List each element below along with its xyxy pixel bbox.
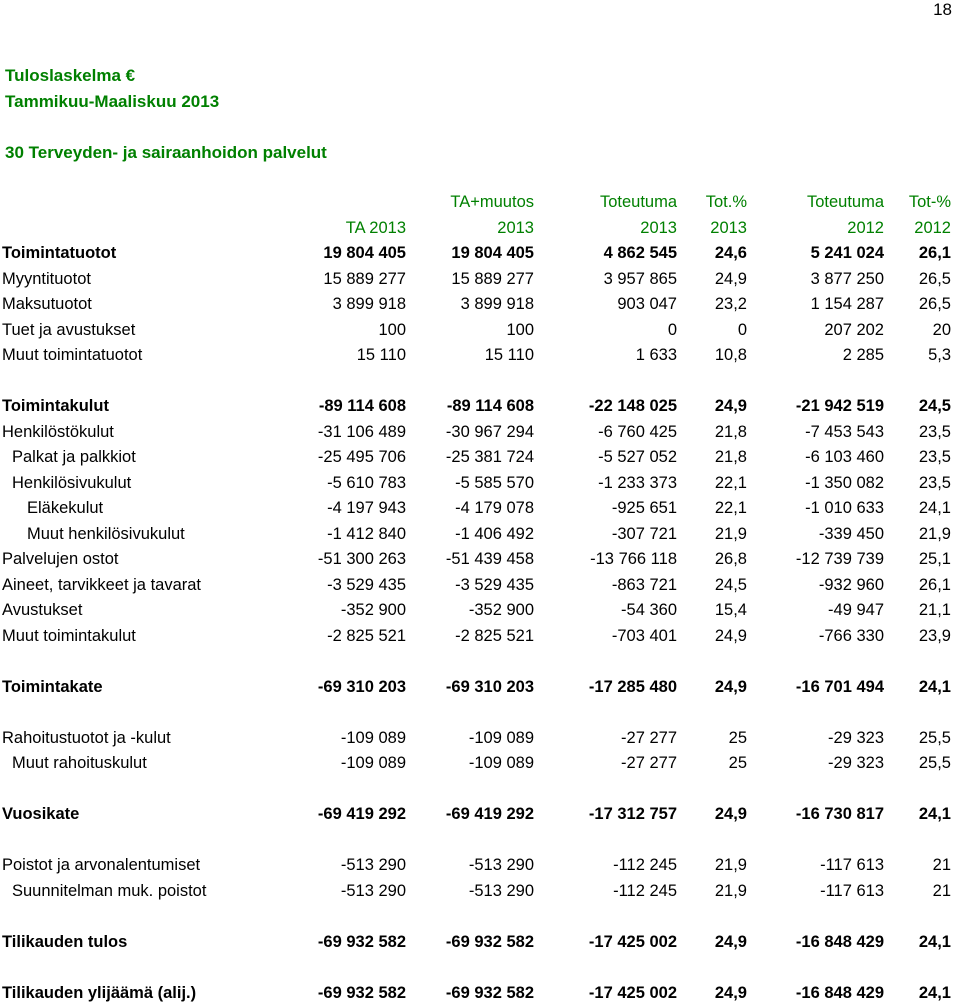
- report-unit: 30 Terveyden- ja sairaanhoidon palvelut: [5, 143, 327, 163]
- value-cell: 24,5: [677, 573, 747, 599]
- table-row: [2, 802, 951, 828]
- value-cell: 23,2: [677, 292, 747, 318]
- report-period: Tammikuu-Maaliskuu 2013: [5, 92, 219, 112]
- spacer-row: [2, 828, 951, 854]
- value-cell: -89 114 608: [284, 394, 406, 420]
- value-cell: 5 241 024: [747, 241, 884, 267]
- value-cell: 23,5: [884, 471, 951, 497]
- table-row: [2, 675, 951, 701]
- value-cell: -352 900: [284, 598, 406, 624]
- value-cell: -13 766 118: [534, 547, 677, 573]
- value-cell: 24,1: [884, 496, 951, 522]
- value-cell: 25,1: [884, 547, 951, 573]
- value-cell: -1 406 492: [406, 522, 534, 548]
- value-cell: 23,9: [884, 624, 951, 650]
- value-cell: -925 651: [534, 496, 677, 522]
- header-cell: [2, 216, 284, 242]
- header-row-2: [2, 216, 951, 242]
- table-row: [2, 879, 951, 905]
- table-row: [2, 751, 951, 777]
- value-cell: -16 701 494: [747, 675, 884, 701]
- row-label: Palkat ja palkkiot: [2, 445, 284, 471]
- value-cell: 24,9: [677, 624, 747, 650]
- value-cell: -513 290: [406, 853, 534, 879]
- row-label: Maksutuotot: [2, 292, 284, 318]
- table-row: [2, 726, 951, 752]
- spacer-cell: [2, 828, 951, 854]
- value-cell: 21,9: [677, 853, 747, 879]
- spacer-cell: [2, 955, 951, 981]
- row-label: Aineet, tarvikkeet ja tavarat: [2, 573, 284, 599]
- row-label: Tilikauden ylijäämä (alij.): [2, 981, 284, 1006]
- value-cell: -69 932 582: [406, 981, 534, 1006]
- value-cell: 24,6: [677, 241, 747, 267]
- value-cell: -25 495 706: [284, 445, 406, 471]
- value-cell: -112 245: [534, 853, 677, 879]
- table-row: [2, 318, 951, 344]
- row-label: Toimintakate: [2, 675, 284, 701]
- value-cell: 21: [884, 879, 951, 905]
- value-cell: 25,5: [884, 726, 951, 752]
- value-cell: -513 290: [284, 879, 406, 905]
- spacer-row: [2, 904, 951, 930]
- spacer-cell: [2, 649, 951, 675]
- value-cell: 22,1: [677, 496, 747, 522]
- value-cell: 25: [677, 726, 747, 752]
- value-cell: -17 285 480: [534, 675, 677, 701]
- value-cell: 903 047: [534, 292, 677, 318]
- row-label: Rahoitustuotot ja -kulut: [2, 726, 284, 752]
- value-cell: 25,5: [884, 751, 951, 777]
- table-row: [2, 241, 951, 267]
- header-cell: [2, 190, 284, 216]
- value-cell: 22,1: [677, 471, 747, 497]
- value-cell: -513 290: [406, 879, 534, 905]
- value-cell: 24,1: [884, 802, 951, 828]
- value-cell: -352 900: [406, 598, 534, 624]
- value-cell: 19 804 405: [406, 241, 534, 267]
- value-cell: 1 633: [534, 343, 677, 369]
- value-cell: -2 825 521: [406, 624, 534, 650]
- value-cell: -703 401: [534, 624, 677, 650]
- value-cell: 15 889 277: [284, 267, 406, 293]
- value-cell: -17 425 002: [534, 981, 677, 1006]
- value-cell: -1 233 373: [534, 471, 677, 497]
- value-cell: 19 804 405: [284, 241, 406, 267]
- row-label: Tilikauden tulos: [2, 930, 284, 956]
- value-cell: -4 179 078: [406, 496, 534, 522]
- value-cell: 23,5: [884, 420, 951, 446]
- table-row: [2, 930, 951, 956]
- spacer-row: [2, 777, 951, 803]
- value-cell: -863 721: [534, 573, 677, 599]
- value-cell: 3 899 918: [406, 292, 534, 318]
- value-cell: 26,8: [677, 547, 747, 573]
- spacer-row: [2, 369, 951, 395]
- value-cell: 21,1: [884, 598, 951, 624]
- row-label: Eläkekulut: [2, 496, 284, 522]
- value-cell: 15 110: [406, 343, 534, 369]
- value-cell: -69 419 292: [284, 802, 406, 828]
- value-cell: 24,1: [884, 981, 951, 1006]
- value-cell: -7 453 543: [747, 420, 884, 446]
- row-label: Muut rahoituskulut: [2, 751, 284, 777]
- value-cell: 3 957 865: [534, 267, 677, 293]
- value-cell: 26,1: [884, 241, 951, 267]
- header-cell: Toteutuma: [534, 190, 677, 216]
- row-label: Myyntituotot: [2, 267, 284, 293]
- value-cell: -112 245: [534, 879, 677, 905]
- value-cell: 24,1: [884, 930, 951, 956]
- value-cell: 15 889 277: [406, 267, 534, 293]
- value-cell: 100: [406, 318, 534, 344]
- table-row: [2, 547, 951, 573]
- value-cell: 24,9: [677, 394, 747, 420]
- value-cell: -51 439 458: [406, 547, 534, 573]
- value-cell: -6 760 425: [534, 420, 677, 446]
- table-row: [2, 598, 951, 624]
- value-cell: 21,8: [677, 445, 747, 471]
- table-row: [2, 292, 951, 318]
- spacer-cell: [2, 904, 951, 930]
- value-cell: 24,5: [884, 394, 951, 420]
- value-cell: -1 010 633: [747, 496, 884, 522]
- value-cell: -69 310 203: [406, 675, 534, 701]
- value-cell: -1 350 082: [747, 471, 884, 497]
- spacer-row: [2, 700, 951, 726]
- value-cell: 5,3: [884, 343, 951, 369]
- value-cell: -29 323: [747, 726, 884, 752]
- table-row: [2, 573, 951, 599]
- value-cell: -6 103 460: [747, 445, 884, 471]
- value-cell: -69 310 203: [284, 675, 406, 701]
- value-cell: -22 148 025: [534, 394, 677, 420]
- table-row: [2, 981, 951, 1006]
- value-cell: 21: [884, 853, 951, 879]
- header-cell: TA 2013: [284, 216, 406, 242]
- row-label: Toimintatuotot: [2, 241, 284, 267]
- value-cell: 4 862 545: [534, 241, 677, 267]
- table-row: [2, 624, 951, 650]
- row-label: Tuet ja avustukset: [2, 318, 284, 344]
- spacer-cell: [2, 369, 951, 395]
- value-cell: 24,1: [884, 675, 951, 701]
- value-cell: 0: [677, 318, 747, 344]
- value-cell: -109 089: [284, 751, 406, 777]
- value-cell: 24,9: [677, 675, 747, 701]
- value-cell: 1 154 287: [747, 292, 884, 318]
- value-cell: -69 932 582: [284, 981, 406, 1006]
- table-row: [2, 420, 951, 446]
- row-label: Vuosikate: [2, 802, 284, 828]
- value-cell: -3 529 435: [284, 573, 406, 599]
- value-cell: -109 089: [406, 751, 534, 777]
- row-label: Henkilösivukulut: [2, 471, 284, 497]
- header-cell: 2012: [884, 216, 951, 242]
- value-cell: -17 425 002: [534, 930, 677, 956]
- value-cell: 21,8: [677, 420, 747, 446]
- value-cell: -4 197 943: [284, 496, 406, 522]
- value-cell: -117 613: [747, 879, 884, 905]
- value-cell: -69 932 582: [406, 930, 534, 956]
- value-cell: 3 899 918: [284, 292, 406, 318]
- value-cell: 10,8: [677, 343, 747, 369]
- table-row: [2, 496, 951, 522]
- value-cell: -513 290: [284, 853, 406, 879]
- page-number: 18: [933, 0, 952, 20]
- header-row-1: [2, 190, 951, 216]
- table-row: [2, 267, 951, 293]
- value-cell: -1 412 840: [284, 522, 406, 548]
- value-cell: 100: [284, 318, 406, 344]
- value-cell: -5 585 570: [406, 471, 534, 497]
- value-cell: 24,9: [677, 802, 747, 828]
- header-cell: 2013: [534, 216, 677, 242]
- value-cell: -31 106 489: [284, 420, 406, 446]
- value-cell: -3 529 435: [406, 573, 534, 599]
- row-label: Poistot ja arvonalentumiset: [2, 853, 284, 879]
- value-cell: -307 721: [534, 522, 677, 548]
- value-cell: -29 323: [747, 751, 884, 777]
- spacer-cell: [2, 700, 951, 726]
- value-cell: -54 360: [534, 598, 677, 624]
- value-cell: 15,4: [677, 598, 747, 624]
- value-cell: -17 312 757: [534, 802, 677, 828]
- value-cell: 21,9: [884, 522, 951, 548]
- row-label: Suunnitelman muk. poistot: [2, 879, 284, 905]
- spacer-row: [2, 955, 951, 981]
- value-cell: -16 730 817: [747, 802, 884, 828]
- value-cell: -766 330: [747, 624, 884, 650]
- header-cell: 2012: [747, 216, 884, 242]
- report-title: Tuloslaskelma €: [5, 66, 135, 86]
- value-cell: -16 848 429: [747, 930, 884, 956]
- value-cell: -69 419 292: [406, 802, 534, 828]
- value-cell: 24,9: [677, 981, 747, 1006]
- table-row: [2, 471, 951, 497]
- value-cell: -109 089: [284, 726, 406, 752]
- value-cell: -51 300 263: [284, 547, 406, 573]
- value-cell: 26,5: [884, 292, 951, 318]
- table-row: [2, 394, 951, 420]
- spacer-cell: [2, 777, 951, 803]
- row-label: Henkilöstökulut: [2, 420, 284, 446]
- value-cell: -339 450: [747, 522, 884, 548]
- value-cell: 21,9: [677, 522, 747, 548]
- header-cell: 2013: [406, 216, 534, 242]
- row-label: Avustukset: [2, 598, 284, 624]
- value-cell: 26,5: [884, 267, 951, 293]
- header-cell: 2013: [677, 216, 747, 242]
- header-cell: Toteutuma: [747, 190, 884, 216]
- value-cell: -109 089: [406, 726, 534, 752]
- table-row: [2, 853, 951, 879]
- value-cell: 15 110: [284, 343, 406, 369]
- header-cell: [284, 190, 406, 216]
- table-row: [2, 445, 951, 471]
- value-cell: 3 877 250: [747, 267, 884, 293]
- value-cell: 207 202: [747, 318, 884, 344]
- value-cell: 20: [884, 318, 951, 344]
- value-cell: 26,1: [884, 573, 951, 599]
- row-label: Palvelujen ostot: [2, 547, 284, 573]
- value-cell: -27 277: [534, 726, 677, 752]
- value-cell: -2 825 521: [284, 624, 406, 650]
- value-cell: -30 967 294: [406, 420, 534, 446]
- value-cell: -25 381 724: [406, 445, 534, 471]
- value-cell: -16 848 429: [747, 981, 884, 1006]
- row-label: Muut henkilösivukulut: [2, 522, 284, 548]
- value-cell: -69 932 582: [284, 930, 406, 956]
- header-cell: TA+muutos: [406, 190, 534, 216]
- row-label: Toimintakulut: [2, 394, 284, 420]
- value-cell: -12 739 739: [747, 547, 884, 573]
- header-cell: Tot-%: [884, 190, 951, 216]
- table-row: [2, 522, 951, 548]
- value-cell: 21,9: [677, 879, 747, 905]
- value-cell: 0: [534, 318, 677, 344]
- value-cell: -5 610 783: [284, 471, 406, 497]
- value-cell: 2 285: [747, 343, 884, 369]
- value-cell: -89 114 608: [406, 394, 534, 420]
- value-cell: 23,5: [884, 445, 951, 471]
- value-cell: -5 527 052: [534, 445, 677, 471]
- value-cell: -117 613: [747, 853, 884, 879]
- row-label: Muut toimintakulut: [2, 624, 284, 650]
- table-row: [2, 343, 951, 369]
- value-cell: -932 960: [747, 573, 884, 599]
- value-cell: 24,9: [677, 267, 747, 293]
- header-cell: Tot.%: [677, 190, 747, 216]
- value-cell: -27 277: [534, 751, 677, 777]
- value-cell: -21 942 519: [747, 394, 884, 420]
- spacer-row: [2, 649, 951, 675]
- value-cell: 25: [677, 751, 747, 777]
- value-cell: -49 947: [747, 598, 884, 624]
- row-label: Muut toimintatuotot: [2, 343, 284, 369]
- value-cell: 24,9: [677, 930, 747, 956]
- income-statement-table: [2, 190, 951, 1006]
